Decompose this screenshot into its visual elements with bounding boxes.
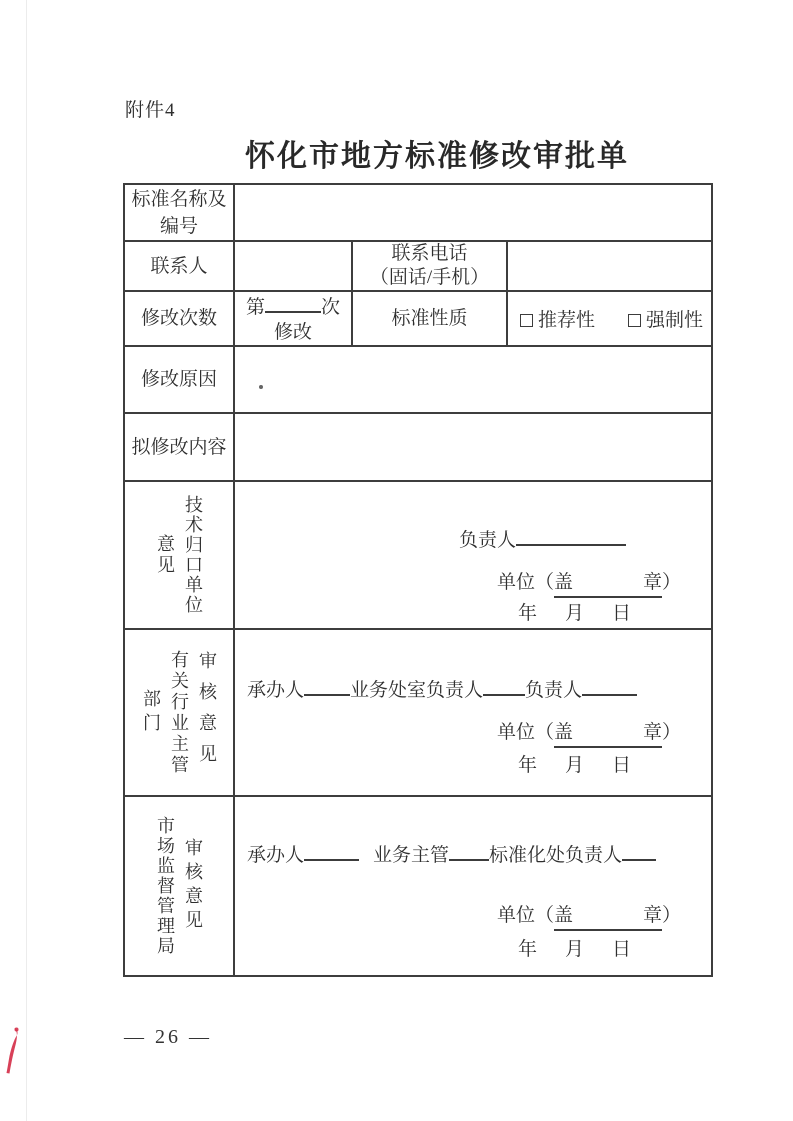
tech-unit-header-opinion: 意见	[155, 534, 175, 576]
checkbox-mandatory-icon	[628, 314, 641, 327]
option-mandatory	[628, 305, 703, 332]
date-day: 日	[612, 755, 632, 776]
sign-label-undertaker: 承办人	[247, 845, 305, 866]
sign-label-undertaker: 承办人	[247, 680, 305, 701]
standard-name-label-line1: 标准名称及	[131, 188, 227, 210]
seal-underlined-part	[554, 570, 662, 598]
business-supervisor-blank	[449, 857, 489, 861]
sign-label-standardization-head: 标准化处负责人	[489, 845, 623, 866]
responsible-blank	[582, 692, 637, 696]
seal-unit-label: 单位	[496, 572, 535, 593]
ink-speck	[259, 385, 263, 389]
office-head-blank	[483, 692, 525, 696]
tech-unit-sig-block	[235, 482, 711, 627]
mod-count-prefix: 第	[245, 296, 265, 318]
tech-unit-header-wrap	[125, 495, 233, 615]
industry-dept-header-line2: 部门	[141, 688, 161, 737]
market-bureau-sign-line	[247, 843, 656, 869]
row-mod-content	[124, 413, 712, 481]
sign-label-business-supervisor: 业务主管	[373, 845, 450, 866]
standard-name-label	[124, 184, 234, 241]
tech-unit-header-unit: 技术归口单位	[183, 495, 203, 615]
page-number: — 26 —	[124, 1026, 212, 1048]
seal-line	[497, 720, 681, 748]
seal-zhang: 章	[643, 572, 663, 593]
seal-close-paren: ）	[662, 722, 682, 743]
mod-content-label: 拟修改内容	[124, 413, 234, 481]
date-day: 日	[612, 939, 632, 960]
row-contact	[124, 241, 712, 291]
page-title: 怀化市地方标准修改审批单	[245, 140, 629, 173]
industry-dept-sign-line	[247, 678, 637, 704]
sign-label-responsible: 负责人	[525, 680, 583, 701]
seal-close-paren: ）	[662, 572, 682, 593]
tech-unit-opinion-cell	[234, 481, 712, 629]
row-mod-reason	[124, 346, 712, 413]
attachment-label: 附件4	[125, 100, 176, 121]
industry-dept-header-review: 审核意见	[197, 650, 217, 775]
mod-content-value-cell	[234, 413, 712, 481]
nature-options	[508, 305, 711, 332]
standard-name-value-cell	[234, 184, 712, 241]
seal-gai: 盖	[553, 905, 573, 926]
checkbox-recommended-icon	[520, 314, 533, 327]
tech-unit-opinion-header	[124, 481, 234, 629]
date-year: 年	[517, 939, 537, 960]
phone-label-line1: 联系电话	[391, 243, 468, 264]
seal-gai: 盖	[553, 722, 573, 743]
market-bureau-sig-block	[235, 797, 711, 963]
row-industry-dept-review	[124, 629, 712, 796]
industry-dept-header-line1: 有关行业主管	[169, 649, 189, 776]
seal-underlined-part	[554, 720, 662, 748]
seal-open-paren: （	[534, 905, 554, 926]
nature-options-cell	[507, 291, 712, 346]
responsible-sign-line	[459, 528, 626, 554]
row-tech-unit-opinion	[124, 481, 712, 629]
date-year: 年	[517, 603, 537, 624]
seal-line	[497, 903, 681, 931]
nature-label: 标准性质	[352, 291, 507, 346]
seal-unit-label: 单位	[496, 905, 535, 926]
date-line	[518, 937, 631, 963]
industry-dept-sig-block	[235, 630, 711, 779]
date-year: 年	[517, 755, 537, 776]
sign-label-office-head: 业务处室负责人	[350, 680, 484, 701]
date-line	[518, 753, 631, 779]
responsible-label: 负责人	[459, 530, 517, 551]
seal-zhang: 章	[643, 905, 663, 926]
market-bureau-header-wrap	[125, 816, 233, 956]
mod-count-line1	[235, 293, 351, 321]
contact-value-cell	[234, 241, 352, 291]
phone-label	[352, 241, 507, 291]
mod-count-line2: 修改	[273, 321, 312, 343]
mod-count-suffix: 次	[321, 296, 341, 318]
date-line	[518, 601, 631, 627]
market-bureau-review-cell	[234, 796, 712, 976]
date-day: 日	[612, 603, 632, 624]
industry-dept-header-wrap	[125, 650, 233, 776]
undertaker-blank	[304, 692, 350, 696]
phone-value-cell	[507, 241, 712, 291]
mod-count-value-cell	[234, 291, 352, 346]
contact-label: 联系人	[124, 241, 234, 291]
date-month: 月	[565, 755, 585, 776]
red-pen-mark	[4, 1026, 22, 1076]
mod-reason-label: 修改原因	[124, 346, 234, 413]
option-recommended-label: 推荐性	[538, 310, 596, 331]
phone-label-line2: （固话/手机）	[369, 267, 490, 288]
seal-close-paren: ）	[662, 905, 682, 926]
scan-edge-artifact	[26, 0, 27, 1121]
seal-unit-label: 单位	[496, 722, 535, 743]
seal-open-paren: （	[534, 572, 554, 593]
standard-name-label-line2: 编号	[159, 215, 198, 237]
row-market-bureau-review	[124, 796, 712, 976]
mod-reason-value-cell	[234, 346, 712, 413]
seal-gai: 盖	[553, 572, 573, 593]
market-bureau-header-review: 审核意见	[183, 838, 203, 934]
mod-count-label: 修改次数	[124, 291, 234, 346]
option-recommended	[520, 305, 595, 332]
industry-dept-review-cell	[234, 629, 712, 796]
market-bureau-header-name: 市场监督管理局	[155, 816, 175, 956]
date-month: 月	[565, 939, 585, 960]
industry-dept-header	[124, 629, 234, 796]
date-month: 月	[565, 603, 585, 624]
undertaker-blank	[304, 857, 359, 861]
responsible-blank	[516, 542, 626, 546]
seal-line	[497, 570, 681, 598]
mod-count-blank	[265, 309, 321, 313]
seal-underlined-part	[554, 903, 662, 931]
market-bureau-header	[124, 796, 234, 976]
row-mod-count	[124, 291, 712, 346]
row-standard-name	[124, 184, 712, 241]
option-mandatory-label: 强制性	[646, 310, 704, 331]
approval-form-table	[123, 183, 713, 977]
seal-open-paren: （	[534, 722, 554, 743]
seal-zhang: 章	[643, 722, 663, 743]
standardization-head-blank	[622, 857, 656, 861]
